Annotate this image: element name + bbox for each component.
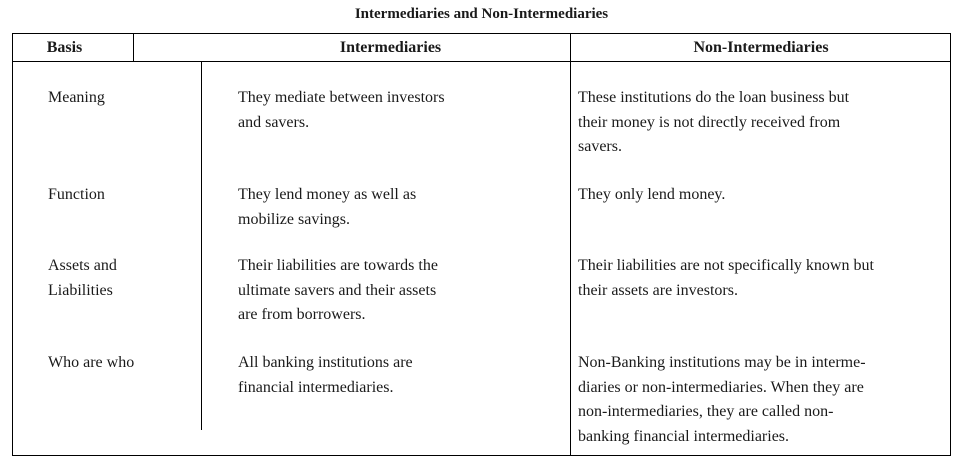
table-header-row bbox=[13, 34, 950, 62]
header-divider-1 bbox=[133, 34, 134, 61]
column-divider-1 bbox=[201, 61, 202, 430]
header-basis: Basis bbox=[46, 39, 83, 56]
column-divider-2 bbox=[570, 34, 571, 455]
row-function-intermediaries: They lend money as well as mobilize savings. bbox=[238, 186, 417, 228]
row-meaning-basis: Meaning bbox=[48, 89, 105, 106]
comparison-table bbox=[12, 33, 951, 456]
row-meaning-intermediaries: They mediate between investors and savers. bbox=[238, 89, 445, 131]
header-intermediaries: Intermediaries bbox=[339, 39, 442, 56]
row-assets-intermediaries: Their liabilities are towards the ultimate savers and their assets are from borrowers. bbox=[238, 257, 438, 323]
row-who-intermediaries: All banking institutions are financial intermediaries. bbox=[238, 354, 413, 396]
row-function-basis: Function bbox=[48, 186, 105, 203]
row-meaning-non-intermediaries: These institutions do the loan business but their money is not directly received from savers. bbox=[578, 89, 850, 155]
row-who-basis: Who are who bbox=[48, 354, 135, 371]
header-non-intermediaries: Non-Intermediaries bbox=[693, 39, 829, 56]
row-function-non-intermediaries: They only lend money. bbox=[578, 186, 726, 203]
row-assets-basis: Assets and Liabilities bbox=[48, 257, 117, 299]
row-who-non-intermediaries: Non-Banking institutions may be in interme- diaries or non-intermediaries. When they are non-intermediaries, they are called non- banking financial intermediaries. bbox=[578, 354, 866, 445]
table-caption: Intermediaries and Non-Intermediaries bbox=[354, 6, 609, 22]
row-assets-non-intermediaries: Their liabilities are not specifically known but their assets are investors. bbox=[578, 257, 874, 299]
